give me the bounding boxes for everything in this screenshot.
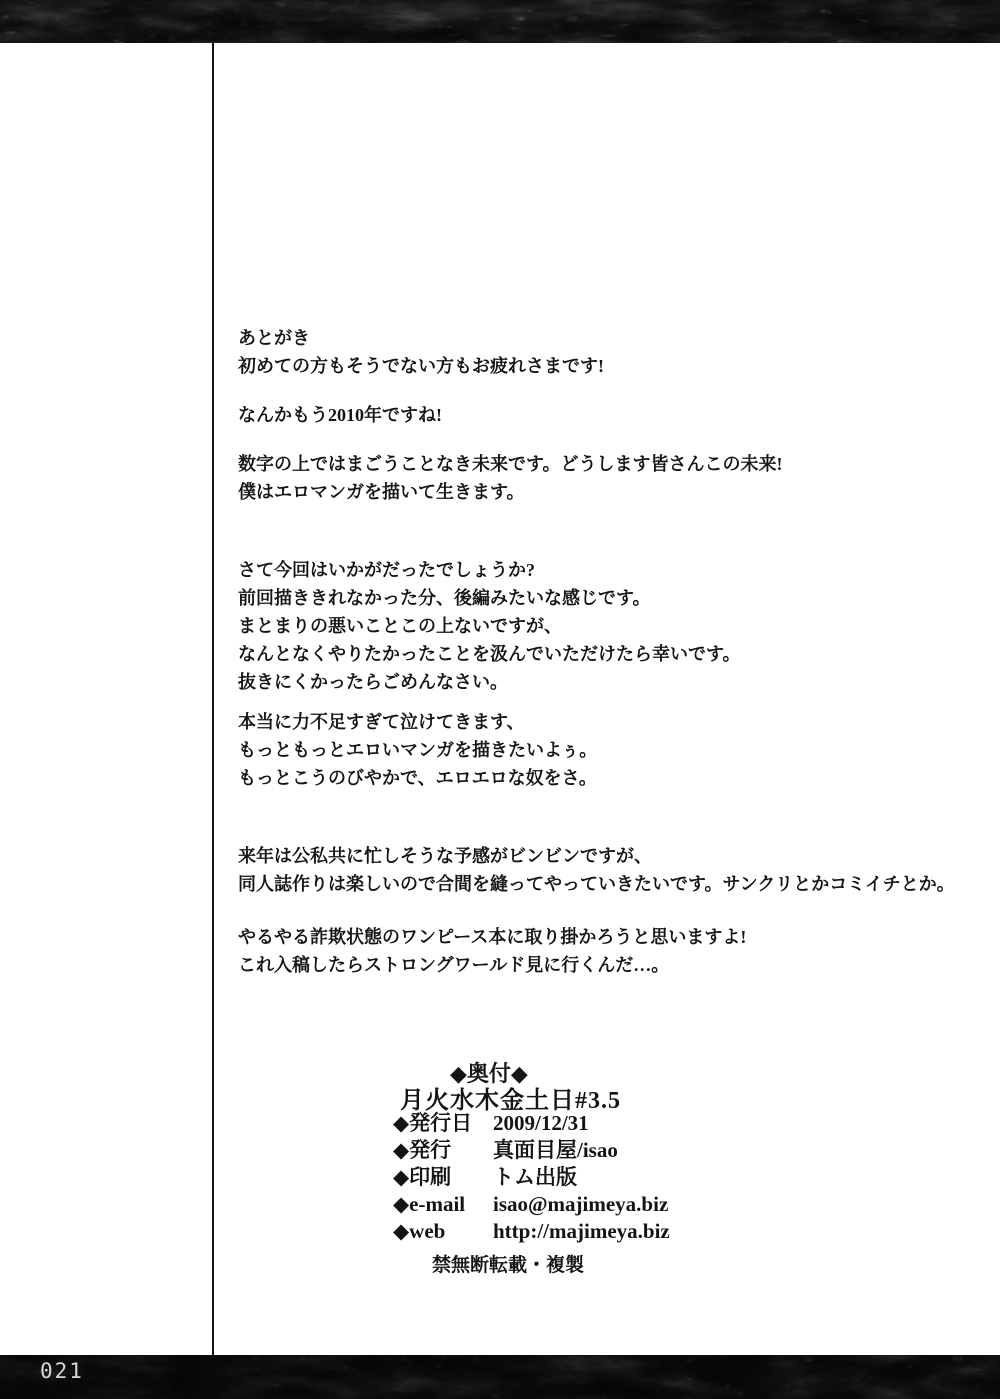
colophon-label: ◆web xyxy=(393,1219,446,1243)
colophon-row-email xyxy=(393,1191,670,1218)
colophon-email-value: isao@majimeya.biz xyxy=(493,1192,669,1216)
afterword-line: 僕はエロマンガを描いて生きます。 xyxy=(238,482,525,502)
afterword-line: 抜きにくかったらごめんなさい。 xyxy=(238,672,508,692)
colophon-value: 真面目屋/isao xyxy=(493,1138,618,1162)
afterword-line: 前回描ききれなかった分、後編みたいな感じです。 xyxy=(238,588,651,608)
colophon-label: ◆e-mail xyxy=(393,1192,466,1216)
colophon-rows xyxy=(393,1110,670,1245)
colophon-value: トム出版 xyxy=(493,1165,577,1189)
afterword-paragraph xyxy=(238,450,783,506)
top-border-texture xyxy=(0,0,1000,43)
rock-texture-graphic-top xyxy=(0,0,1000,43)
page-number: 021 xyxy=(40,1359,84,1383)
afterword-line: もっともっとエロいマンガを描きたいよぅ。 xyxy=(238,740,598,760)
colophon-label: ◆発行 xyxy=(393,1138,452,1162)
afterword-line: 来年は公私共に忙しそうな予感がビンビンですが、 xyxy=(238,846,652,866)
colophon-label: ◆印刷 xyxy=(393,1165,452,1189)
afterword-line: さて今回はいかがだったでしょうか? xyxy=(238,560,535,580)
copyright-notice: 禁無断転載・複製 xyxy=(432,1255,585,1276)
afterword-line: なんとなくやりたかったことを汲んでいただけたら幸いです。 xyxy=(238,644,741,664)
afterword-line: まとまりの悪いことこの上ないですが、 xyxy=(238,616,562,636)
colophon-book-title: 月火水木金土日#3.5 xyxy=(400,1088,621,1114)
afterword-line: 数字の上ではまごうことなき未来です。どうします皆さんこの未来! xyxy=(238,454,783,474)
colophon-header: ◆奥付◆ xyxy=(450,1061,528,1086)
afterword-paragraph xyxy=(238,708,597,792)
afterword-line: もっとこうのびやかで、エロエロな奴をさ。 xyxy=(238,768,597,788)
left-vertical-rule xyxy=(212,43,214,1355)
afterword-paragraph xyxy=(238,923,746,979)
afterword-paragraph xyxy=(238,324,604,380)
afterword-line: あとがき xyxy=(238,328,310,348)
afterword-line: 本当に力不足すぎて泣けてきます、 xyxy=(238,712,525,732)
colophon-row-publisher xyxy=(393,1137,670,1164)
bottom-border-texture xyxy=(0,1355,1000,1399)
colophon-label: ◆発行日 xyxy=(393,1111,473,1135)
afterword-line: 同人誌作りは楽しいので合間を縫ってやっていきたいです。サンクリとかコミイチとか。 xyxy=(238,874,955,894)
afterword-line: なんかもう2010年ですね! xyxy=(238,405,442,425)
rock-texture-graphic-bottom xyxy=(0,1355,1000,1399)
afterword-line: 初めての方もそうでない方もお疲れさまです! xyxy=(238,356,604,376)
colophon-row-printer xyxy=(393,1164,670,1191)
colophon-value: 2009/12/31 xyxy=(493,1111,589,1135)
afterword-line: やるやる詐欺状態のワンピース本に取り掛かろうと思いますよ! xyxy=(238,927,747,947)
afterword-paragraph xyxy=(238,401,442,429)
colophon-web-value: http://majimeya.biz xyxy=(493,1219,670,1243)
afterword-line: これ入稿したらストロングワールド見に行くんだ…。 xyxy=(238,955,670,975)
colophon-row-publish-date xyxy=(393,1110,670,1137)
afterword-paragraph xyxy=(238,556,741,696)
colophon-row-web xyxy=(393,1218,670,1245)
afterword-paragraph xyxy=(238,842,955,898)
